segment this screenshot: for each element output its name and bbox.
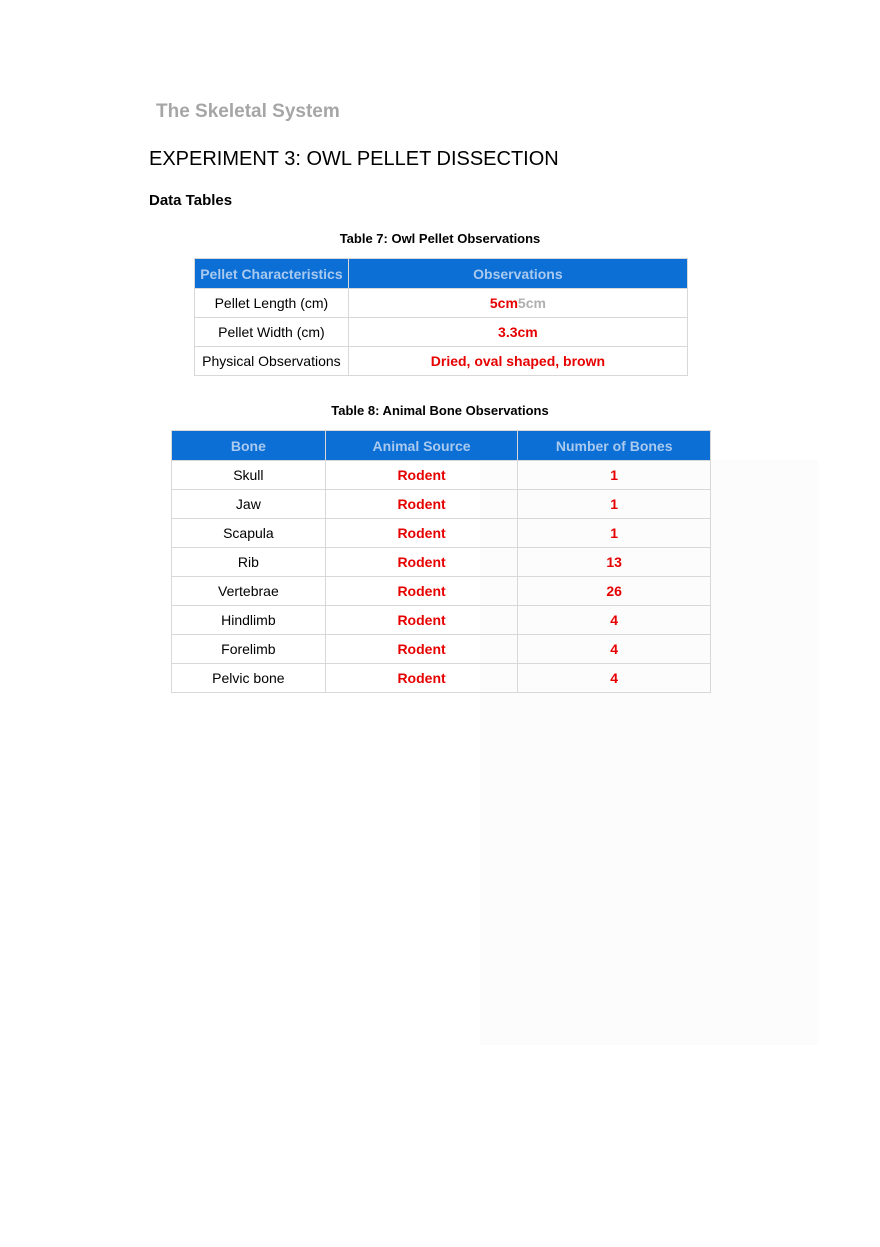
answer-value: 3.3cm bbox=[498, 324, 538, 340]
bone-count: 1 bbox=[518, 461, 711, 490]
table-row bbox=[172, 519, 711, 548]
bone-count: 4 bbox=[518, 635, 711, 664]
table7-row-label: Physical Observations bbox=[195, 347, 349, 376]
animal-source: Rodent bbox=[325, 548, 518, 577]
table7-header-row bbox=[195, 259, 688, 289]
table-row bbox=[172, 606, 711, 635]
table7-row-value bbox=[348, 318, 687, 347]
table-row bbox=[195, 347, 688, 376]
table-row bbox=[172, 577, 711, 606]
bone-name: Forelimb bbox=[172, 635, 326, 664]
animal-source: Rodent bbox=[325, 461, 518, 490]
bone-name: Hindlimb bbox=[172, 606, 326, 635]
table8-header-row bbox=[172, 431, 711, 461]
table8-header-source: Animal Source bbox=[325, 431, 518, 461]
table7-row-label: Pellet Length (cm) bbox=[195, 289, 349, 318]
table-row bbox=[172, 490, 711, 519]
animal-source: Rodent bbox=[325, 664, 518, 693]
section-title: Data Tables bbox=[149, 192, 233, 209]
table8-caption: Table 8: Animal Bone Observations bbox=[331, 403, 549, 418]
table-row bbox=[172, 635, 711, 664]
table7-header-characteristics: Pellet Characteristics bbox=[195, 259, 349, 289]
bone-name: Skull bbox=[172, 461, 326, 490]
answer-value: 5cm bbox=[489, 295, 518, 311]
animal-source: Rodent bbox=[325, 490, 518, 519]
animal-source: Rodent bbox=[325, 606, 518, 635]
document-header-title: The Skeletal System bbox=[156, 101, 340, 122]
table7-header-observations: Observations bbox=[348, 259, 687, 289]
table-row bbox=[195, 318, 688, 347]
bone-name: Rib bbox=[172, 548, 326, 577]
animal-source: Rodent bbox=[325, 577, 518, 606]
bone-name: Pelvic bone bbox=[172, 664, 326, 693]
table7-row-value bbox=[348, 347, 687, 376]
bone-name: Vertebrae bbox=[172, 577, 326, 606]
animal-source: Rodent bbox=[325, 635, 518, 664]
bone-count: 4 bbox=[518, 606, 711, 635]
table7-caption: Table 7: Owl Pellet Observations bbox=[339, 231, 541, 246]
table-row bbox=[172, 664, 711, 693]
table-row bbox=[195, 289, 688, 318]
table8-animal-bone-observations bbox=[171, 430, 711, 693]
bone-name: Scapula bbox=[172, 519, 326, 548]
bone-count: 1 bbox=[518, 490, 711, 519]
table8-header-bone: Bone bbox=[172, 431, 326, 461]
table7-pellet-observations bbox=[194, 258, 688, 376]
table7-row-label: Pellet Width (cm) bbox=[195, 318, 349, 347]
experiment-title: EXPERIMENT 3: OWL PELLET DISSECTION bbox=[149, 148, 559, 170]
bone-count: 4 bbox=[518, 664, 711, 693]
bone-name: Jaw bbox=[172, 490, 326, 519]
table-row bbox=[172, 548, 711, 577]
bone-count: 13 bbox=[518, 548, 711, 577]
bone-count: 1 bbox=[518, 519, 711, 548]
table7-row-value bbox=[348, 289, 687, 318]
animal-source: Rodent bbox=[325, 519, 518, 548]
ghost-value: 5cm bbox=[517, 295, 546, 311]
bone-count: 26 bbox=[518, 577, 711, 606]
table8-header-count: Number of Bones bbox=[518, 431, 711, 461]
answer-value: Dried, oval shaped, brown bbox=[430, 353, 606, 369]
table-row bbox=[172, 461, 711, 490]
